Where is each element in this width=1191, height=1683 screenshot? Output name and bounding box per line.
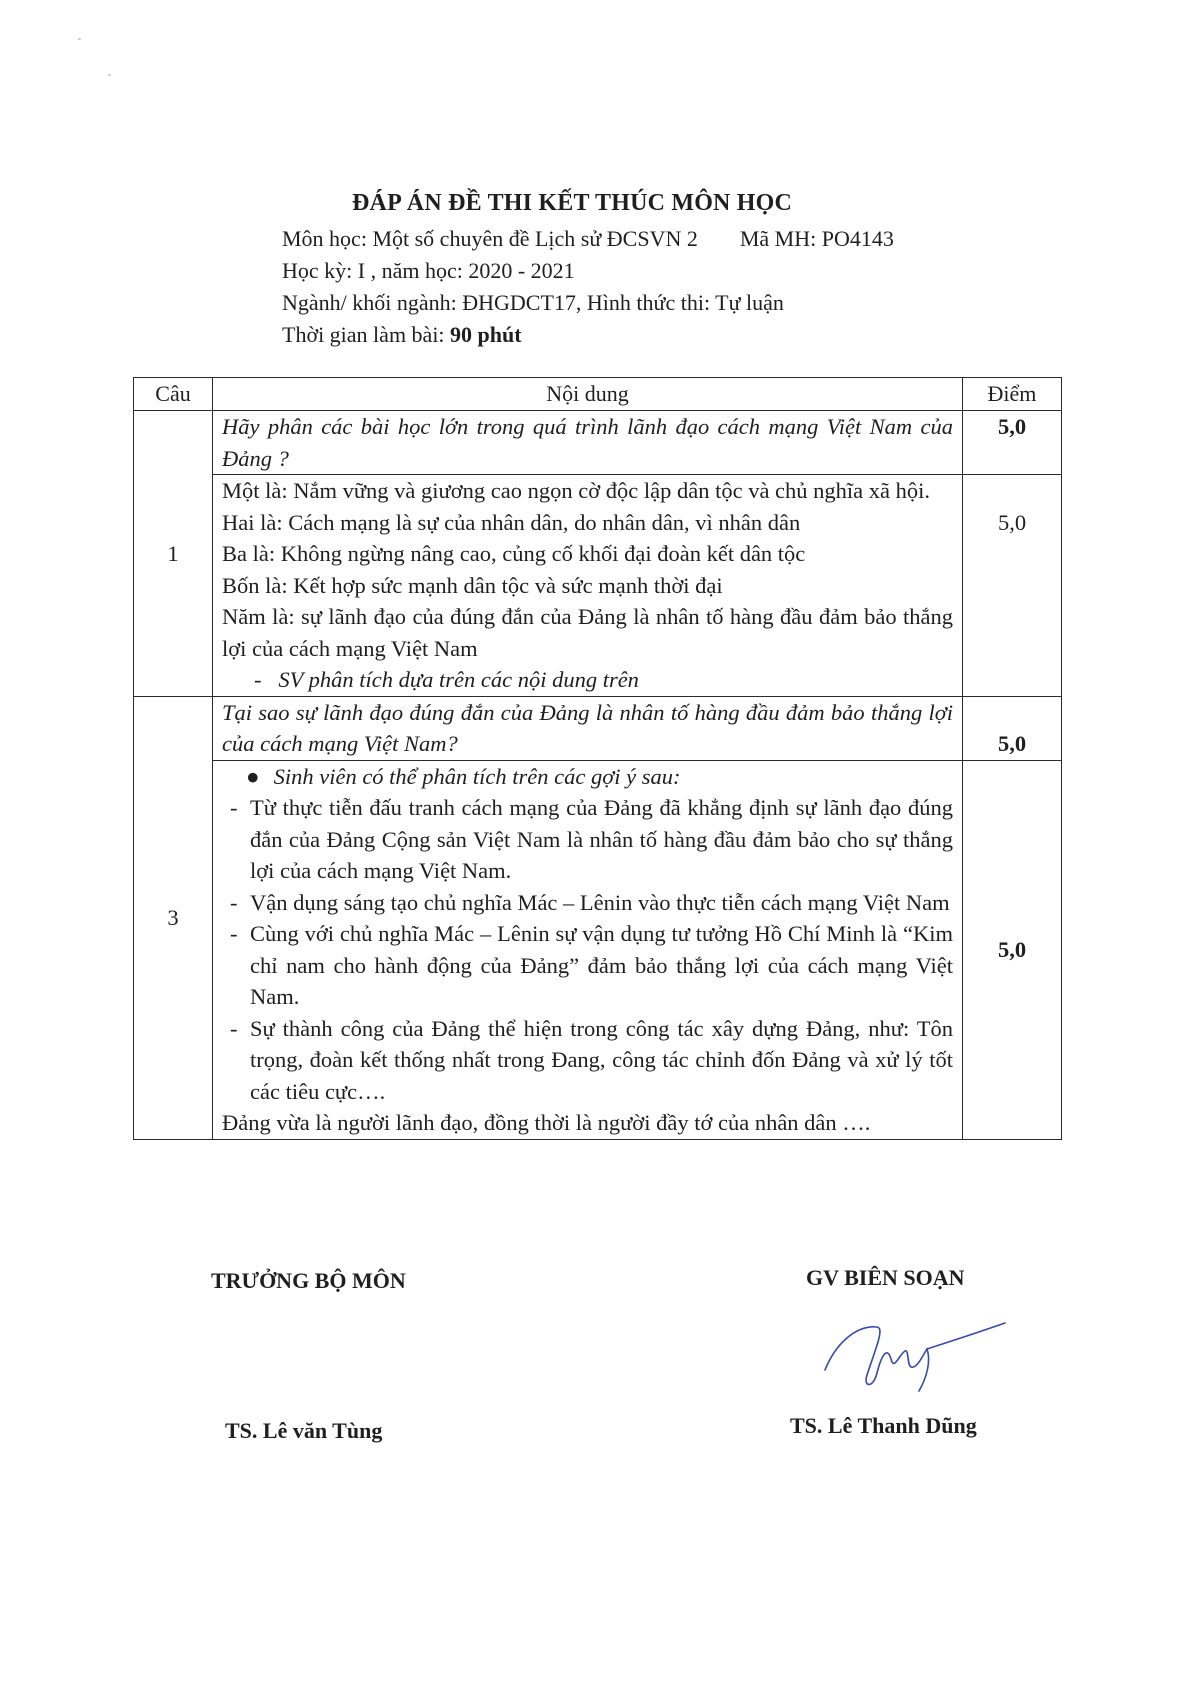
q1-answer-item: Hai là: Cách mạng là sự của nhân dân, do nhân dân, vì nhân dân [222,509,801,535]
q1-prompt-score: 5,0 [963,411,1062,475]
subject-line [282,223,1062,255]
scan-speck [78,38,81,40]
q1-answer-item: Năm là: sự lãnh đạo của đúng đắn của Đảng là nhân tố hàng đầu đảm bảo thắng lợi của cách mạng Việt Nam [222,604,953,661]
header-question: Câu [134,378,213,411]
q3-answer [213,760,963,1139]
q3-closing: Đảng vừa là người lãnh đạo, đồng thời là người đầy tớ của nhân dân …. [222,1110,871,1135]
lecturer-title: GV BIÊN SOẠN [806,1265,965,1290]
q1-answer [213,475,963,697]
q1-number: 1 [134,411,213,697]
q3-point: - Từ thực tiễn đấu tranh cách mạng của Đảng đã khẳng định sự lãnh đạo đúng đắn của Đảng Cộng sản Việt Nam là nhân tố hàng đầu đảm bảo cho sự thắng lợi của cách mạng Việt Nam. [230,795,953,883]
q1-answer-row [134,475,1062,697]
handwritten-signature [815,1315,1015,1395]
head-of-department-name: TS. Lê văn Tùng [225,1418,383,1443]
head-of-department-title: TRƯỞNG BỘ MÔN [211,1268,406,1293]
document-title: ĐÁP ÁN ĐỀ THI KẾT THÚC MÔN HỌC [352,190,793,216]
q3-prompt-score: 5,0 [963,696,1062,760]
time-value: 90 phút [450,322,522,347]
q1-note: - SV phân tích dựa trên các nội dung trên [254,667,639,692]
header-score: Điểm [963,378,1062,411]
document-header [282,190,1062,351]
semester-line: Học kỳ: I , năm học: 2020 - 2021 [282,258,575,283]
answer-table [133,377,1062,1140]
header-content: Nội dung [213,378,963,411]
q3-point: - Sự thành công của Đảng thể hiện trong công tác xây dựng Đảng, như: Tôn trọng, đoàn kết thống nhất trong Đang, công tác chỉnh đốn Đảng và xử lý tốt các tiêu cực…. [230,1015,953,1104]
q1-answer-item: Ba là: Không ngừng nâng cao, củng cố khối đại đoàn kết dân tộc [222,541,806,566]
q1-answer-item: Một là: Nắm vững và giương cao ngọn cờ độc lập dân tộc và chủ nghĩa xã hội. [222,478,931,503]
q3-answer-score: 5,0 [963,760,1062,1139]
q1-answer-item: Bốn là: Kết hợp sức mạnh dân tộc và sức mạnh thời đại [222,572,723,598]
q1-prompt: Hãy phân các bài học lớn trong quá trình lãnh đạo cách mạng Việt Nam của Đảng ? [213,411,963,475]
q3-number: 3 [134,696,213,1139]
course-code: Mã MH: PO4143 [739,226,894,251]
q1-prompt-row [134,411,1062,475]
table-header-row [134,378,1062,411]
q3-point: - Vận dụng sáng tạo chủ nghĩa Mác – Lênin vào thực tiễn cách mạng Việt Nam [230,889,950,915]
q1-note-text: SV phân tích dựa trên các nội dung trên [278,667,639,692]
q3-prompt: Tại sao sự lãnh đạo đúng đắn của Đảng là nhân tố hàng đầu đảm bảo thắng lợi của cách mạng Việt Nam? [213,696,963,760]
subject: Môn học: Một số chuyên đề Lịch sử ĐCSVN 2 [282,226,698,251]
q1-answer-score: 5,0 [963,475,1062,697]
q3-prompt-row [134,696,1062,760]
lecturer-name: TS. Lê Thanh Dũng [790,1413,977,1438]
q3-hint [222,761,953,793]
bullet-icon: ● [246,763,260,789]
q3-answer-row [134,760,1062,1139]
q3-point: - Cùng với chủ nghĩa Mác – Lênin sự vận dụng tư tưởng Hồ Chí Minh là “Kim chỉ nam cho hành động của Đảng” đảm bảo thắng lợi của cách mạng Việt Nam. [230,921,953,1009]
q3-hint-text: Sinh viên có thể phân tích trên các gợi ý sau: [273,763,681,789]
major-line: Ngành/ khối ngành: ĐHGDCT17, Hình thức thi: Tự luận [282,290,784,315]
scan-speck [108,74,111,76]
time-label: Thời gian làm bài: [282,322,451,347]
time-line [282,319,1062,351]
